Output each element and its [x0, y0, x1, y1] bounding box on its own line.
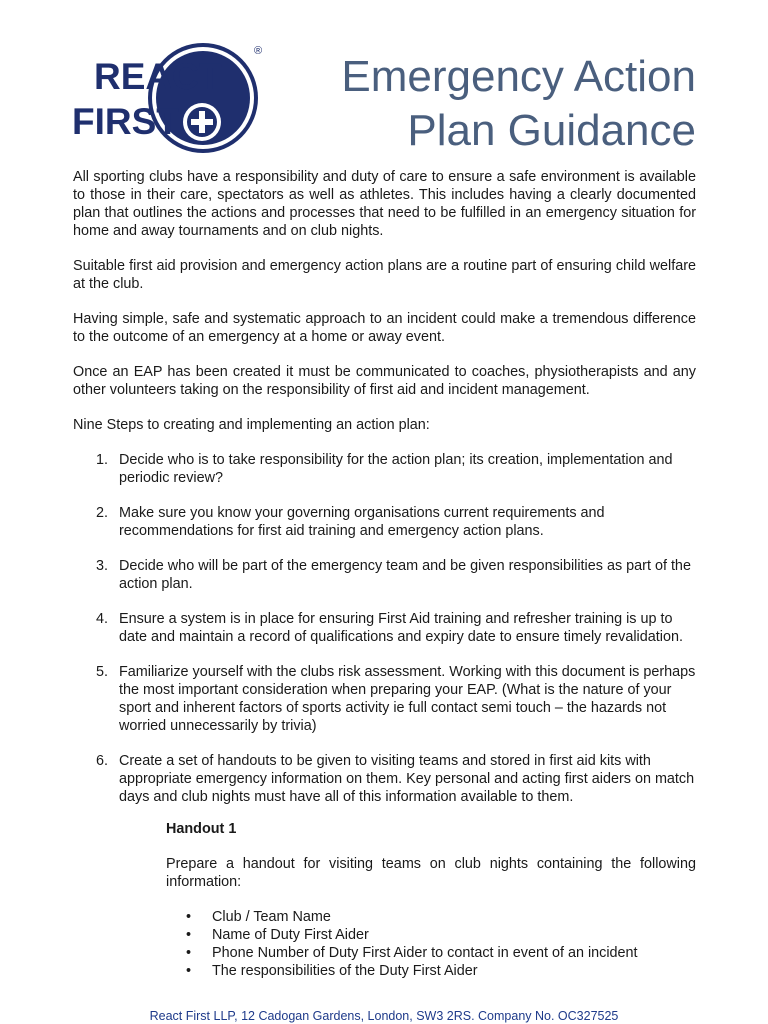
bullet-item: • Club / Team Name [166, 908, 696, 926]
steps-list [73, 451, 696, 806]
step-number: 3. [96, 558, 109, 574]
approach-paragraph: Having simple, safe and systematic approach to an incident could make a tremendous difference to the outcome of an emergency at a home or away event. [73, 311, 696, 345]
step-number: 1. [96, 452, 109, 468]
step-number: 5. [96, 664, 109, 680]
step-number: 6. [96, 753, 109, 769]
page-title [341, 50, 696, 158]
step-text: Decide who will be part of the emergency team and be given responsibilities as part of the action plan. [119, 558, 691, 592]
communication-paragraph: Once an EAP has been created it must be communicated to coaches, physiotherapists and any other volunteers taking on the responsibility of first aid and incident management. [73, 364, 696, 398]
bullet-item: • The responsibilities of the Duty First Aider [166, 962, 696, 980]
title-line-1: Emergency Action [341, 52, 696, 101]
logo-text-first: FIRST [72, 101, 179, 142]
step-item [73, 752, 696, 806]
logo-text-react: REACT [94, 56, 222, 97]
step-item [73, 557, 696, 593]
step-item [73, 451, 696, 487]
document-body [73, 168, 696, 980]
handout-title: Handout 1 [166, 821, 237, 837]
step-number: 4. [96, 611, 109, 627]
step-text: Create a set of handouts to be given to visiting teams and stored in first aid kits with appropriate emergency information on them. Key personal and acting first aiders on match days and club nights must have all of this information available to them. [119, 753, 695, 805]
title-line-2: Plan Guidance [407, 106, 696, 155]
step-item [73, 663, 696, 735]
steps-intro: Nine Steps to creating and implementing an action plan: [73, 417, 430, 433]
step-number: 2. [96, 505, 109, 521]
intro-paragraph: All sporting clubs have a responsibility and duty of care to ensure a safe environment is available to those in their care, spectators as well as athletes. This includes having a clearly documented plan that outlines the actions and processes that need to be fulfilled in an emergency situation for home and away tournaments and on club nights. [73, 169, 696, 239]
page-footer: React First LLP, 12 Cadogan Gardens, London, SW3 2RS. Company No. OC327525 [149, 1009, 619, 1023]
handout-bullets [166, 908, 696, 980]
bullet-item: • Phone Number of Duty First Aider to contact in event of an incident [166, 944, 696, 962]
handout-description: Prepare a handout for visiting teams on club nights containing the following information: [166, 856, 696, 890]
step-text: Make sure you know your governing organisations current requirements and recommendations for first aid training and emergency action plans. [119, 505, 605, 539]
step-text: Familiarize yourself with the clubs risk assessment. Working with this document is perhaps the most important consideration when preparing your EAP. (What is the nature of your sport and inherent factors of sports activity ie full contact semi touch – the hazards not worried unnecessarily by trivia) [119, 664, 696, 734]
react-first-logo [70, 42, 262, 154]
step-item [73, 610, 696, 646]
registered-mark: ® [254, 45, 262, 57]
bullet-item: • Name of Duty First Aider [166, 926, 696, 944]
step-text: Decide who is to take responsibility for the action plan; its creation, implementation and periodic review? [119, 452, 673, 486]
step-text: Ensure a system is in place for ensuring First Aid training and refresher training is up to date and maintain a record of qualifications and expiry date to ensure timely revalidation. [119, 611, 683, 645]
first-aid-paragraph: Suitable first aid provision and emergency action plans are a routine part of ensuring child welfare at the club. [73, 258, 696, 292]
handout-section [166, 820, 696, 980]
step-item [73, 504, 696, 540]
